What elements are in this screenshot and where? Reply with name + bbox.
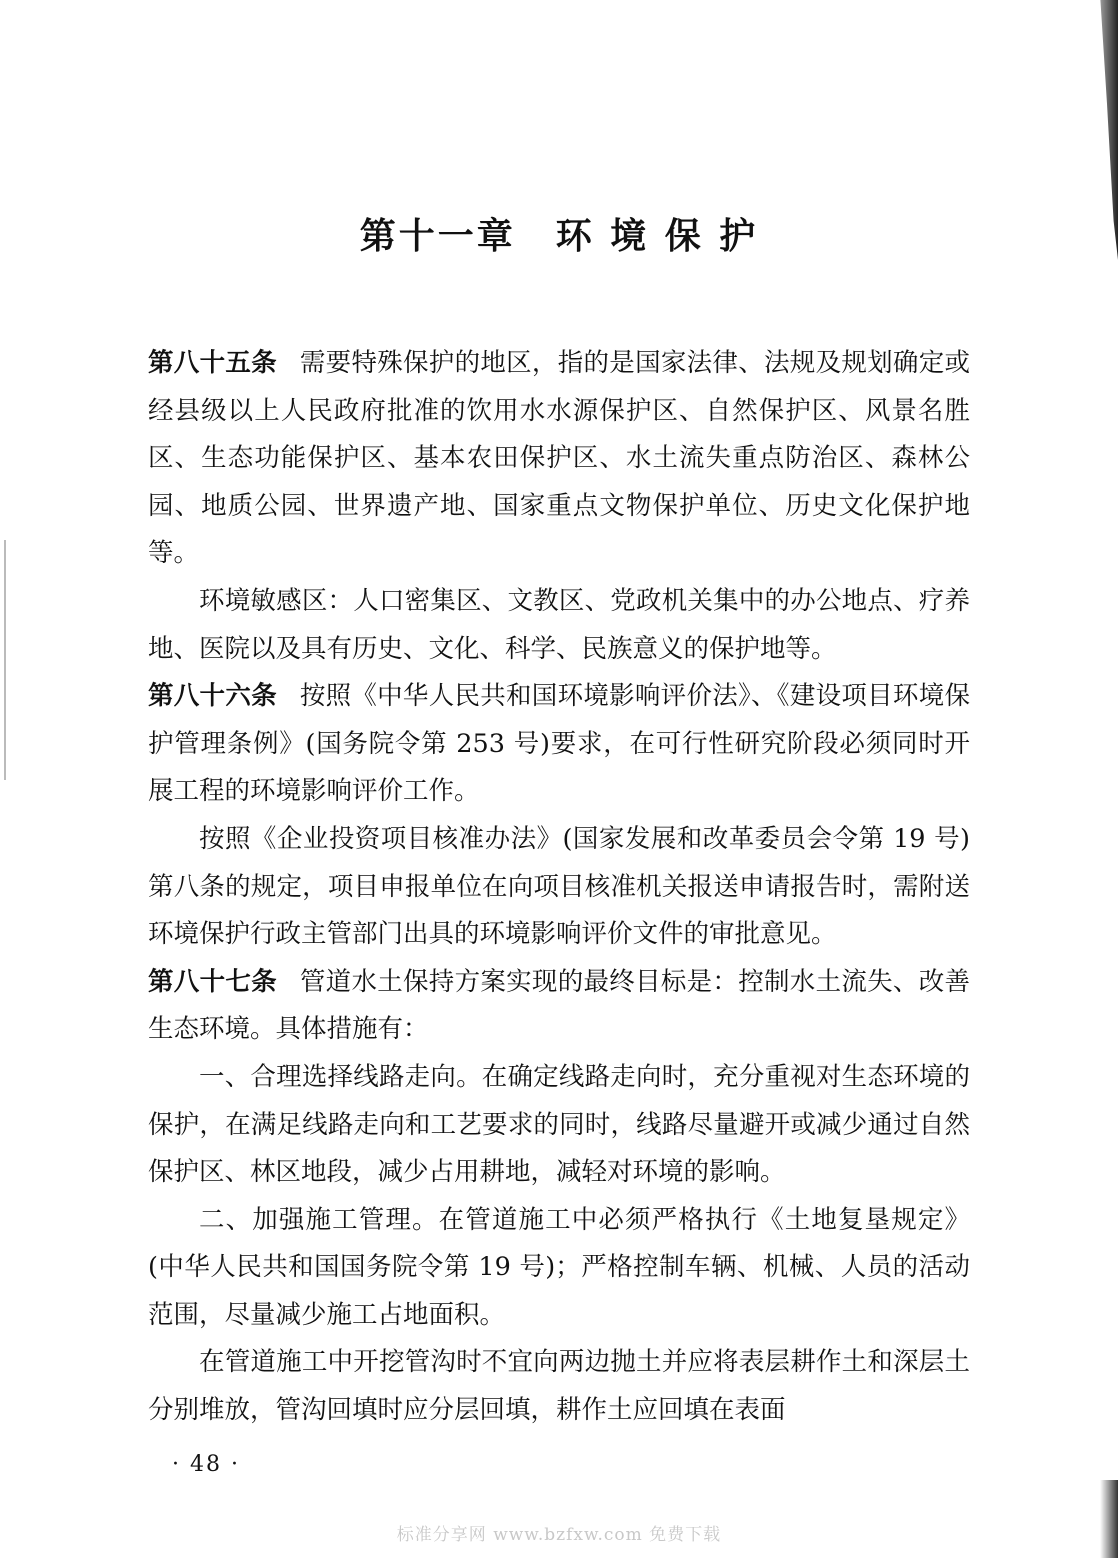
article-87-item-2: 二、加强施工管理。在管道施工中必须严格执行《土地复垦规定》(中华人民共和国国务院令第 19 号)；严格控制车辆、机械、人员的活动范围，尽量减少施工占地面积。 [148,1204,970,1330]
watermark: 标准分享网 www.bzfxw.com 免费下载 [396,1525,722,1545]
article-87-text: 管道水土保持方案实现的最终目标是：控制水土流失、改善生态环境。具体措施有： [148,966,970,1045]
chapter-name: 环 境 保 护 [555,216,759,257]
article-85-number: 第八十五条 [148,348,277,378]
body-text [148,340,970,1435]
article-86 [148,673,970,816]
article-87-number: 第八十七条 [148,966,277,997]
scan-mark-left [4,540,6,780]
article-85-text: 需要特殊保护的地区，指的是国家法律、法规及规划确定或经县级以上人民政府批准的饮用水水源保护区、自然保护区、风景名胜区、生态功能保护区、基本农田保护区、水土流失重点防治区、森林公园、地质公园、世界遗产地、国家重点文物保护单位、历史文化保护地等。 [148,348,970,569]
article-86-paragraph-2: 按照《企业投资项目核准办法》(国家发展和改革委员会令第 19 号)第八条的规定，项目申报单位在向项目核准机关报送申请报告时，需附送环境保护行政主管部门出具的环境影响评价文件的审批意见。 [148,823,970,950]
article-86-number: 第八十六条 [148,681,277,712]
article-86-text: 按照《中华人民共和国环境影响评价法》、《建设项目环境保护管理条例》(国务院令第 253 号)要求，在可行性研究阶段必须同时开展工程的环境影响评价工作。 [148,681,970,807]
page-number: · 48 · [172,1452,240,1477]
chapter-number: 第十一章 [359,216,516,257]
scan-shadow-right-bottom [1100,1480,1118,1558]
article-87-item-1: 一、合理选择线路走向。在确定线路走向时，充分重视对生态环境的保护，在满足线路走向和工艺要求的同时，线路尽量避开或减少通过自然保护区、林区地段，减少占用耕地，减轻对环境的影响。 [148,1061,970,1188]
article-87-paragraph-4: 在管道施工中开挖管沟时不宜向两边抛土并应将表层耕作土和深层土分别堆放，管沟回填时应分层回填，耕作土应回填在表面 [148,1347,970,1426]
article-87 [148,959,970,1054]
chapter-title [0,208,1118,259]
article-85-paragraph-2: 环境敏感区：人口密集区、文教区、党政机关集中的办公地点、疗养地、医院以及具有历史、文化、科学、民族意义的保护地等。 [148,585,970,664]
article-85 [148,340,970,578]
